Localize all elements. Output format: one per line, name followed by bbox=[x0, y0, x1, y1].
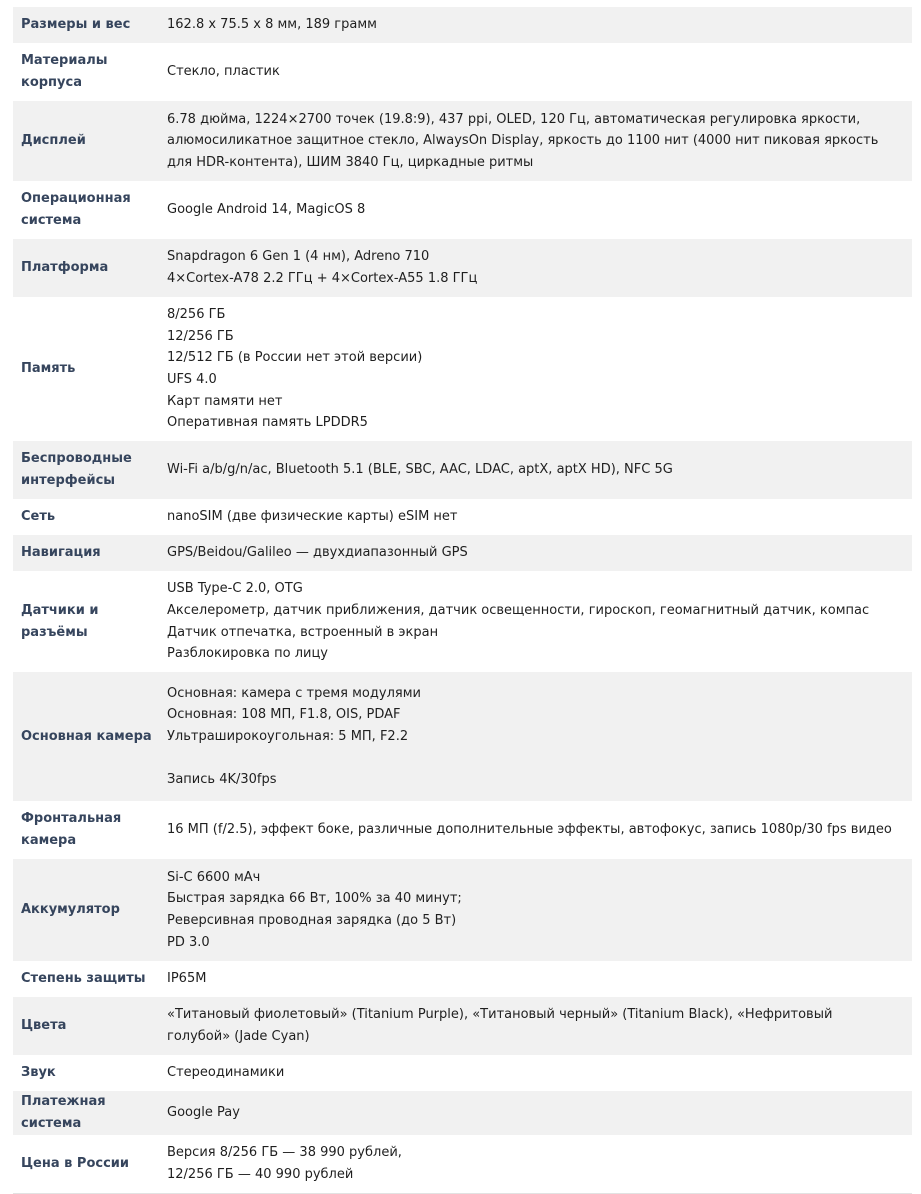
spec-value bbox=[160, 1135, 912, 1193]
spec-value bbox=[160, 1091, 912, 1135]
spec-value bbox=[160, 1055, 912, 1091]
spec-label: Беспроводные интерфейсы bbox=[13, 441, 160, 499]
spec-table bbox=[13, 7, 912, 1194]
spec-value-line: Si-C 6600 мАч bbox=[167, 869, 261, 885]
spec-value-line: 12/512 ГБ (в России нет этой версии) bbox=[167, 350, 423, 366]
spec-value bbox=[160, 7, 912, 43]
spec-label: Память bbox=[13, 297, 160, 441]
spec-value bbox=[160, 499, 912, 535]
spec-value-line: Датчик отпечатка, встроенный в экран bbox=[167, 624, 439, 640]
spec-value bbox=[160, 535, 912, 571]
spec-row bbox=[13, 181, 912, 239]
spec-row bbox=[13, 672, 912, 801]
spec-row bbox=[13, 101, 912, 181]
spec-value-line: Ультраширокоугольная: 5 МП, F2.2 bbox=[167, 728, 409, 744]
spec-value-line: Google Android 14, MagicOS 8 bbox=[167, 202, 366, 218]
spec-value bbox=[160, 571, 912, 672]
spec-value-line: 162.8 x 75.5 x 8 мм, 189 грамм bbox=[167, 17, 377, 33]
spec-table-body bbox=[13, 7, 912, 1193]
spec-label: Аккумулятор bbox=[13, 859, 160, 961]
spec-row bbox=[13, 801, 912, 859]
spec-value bbox=[160, 672, 912, 801]
spec-value-line: Стекло, пластик bbox=[167, 64, 280, 80]
spec-value bbox=[160, 859, 912, 961]
spec-value-line: nanoSIM (две физические карты) eSIM нет bbox=[167, 509, 458, 525]
spec-value-line: IP65M bbox=[167, 971, 207, 987]
spec-label: Дисплей bbox=[13, 101, 160, 181]
spec-value-line: Акселерометр, датчик приближения, датчик освещенности, гироскоп, геомагнитный датчик, компас bbox=[167, 602, 870, 618]
spec-value-line: Основная: камера с тремя модулями bbox=[167, 685, 421, 701]
spec-value-line: Карт памяти нет bbox=[167, 393, 283, 409]
spec-label: Цвета bbox=[13, 997, 160, 1055]
spec-value-line: Версия 8/256 ГБ — 38 990 рублей, bbox=[167, 1145, 402, 1161]
spec-value-line: Google Pay bbox=[167, 1105, 240, 1121]
spec-value bbox=[160, 297, 912, 441]
spec-row bbox=[13, 571, 912, 672]
spec-value-line: USB Type-C 2.0, OTG bbox=[167, 581, 303, 597]
spec-label: Фронтальная камера bbox=[13, 801, 160, 859]
spec-value bbox=[160, 961, 912, 997]
spec-label: Основная камера bbox=[13, 672, 160, 801]
spec-value bbox=[160, 801, 912, 859]
spec-row bbox=[13, 1091, 912, 1135]
spec-label: Платформа bbox=[13, 239, 160, 297]
spec-label: Материалы корпуса bbox=[13, 43, 160, 101]
spec-value-line: Быстрая зарядка 66 Вт, 100% за 40 минут; bbox=[167, 891, 462, 907]
spec-value-line: 12/256 ГБ bbox=[167, 328, 234, 344]
spec-label: Платежная система bbox=[13, 1091, 160, 1135]
spec-label: Звук bbox=[13, 1055, 160, 1091]
spec-label: Степень защиты bbox=[13, 961, 160, 997]
spec-label: Датчики и разъёмы bbox=[13, 571, 160, 672]
spec-row bbox=[13, 859, 912, 961]
spec-value-line: Реверсивная проводная зарядка (до 5 Вт) bbox=[167, 913, 457, 928]
spec-value bbox=[160, 239, 912, 297]
spec-value-line bbox=[167, 747, 892, 769]
spec-value-line: Запись 4K/30fps bbox=[167, 771, 277, 787]
spec-value-line: «Титановый фиолетовый» (Titanium Purple), «Титановый черный» (Titanium Black), «Нефритовый голубой» (Jade Cyan) bbox=[167, 1007, 833, 1044]
spec-value-line: Snapdragon 6 Gen 1 (4 нм), Adreno 710 bbox=[167, 249, 430, 265]
spec-row bbox=[13, 499, 912, 535]
spec-label: Операционная система bbox=[13, 181, 160, 239]
spec-row bbox=[13, 961, 912, 997]
spec-value-line: GPS/Beidou/Galileo — двухдиапазонный GPS bbox=[167, 545, 468, 561]
spec-value-line: Разблокировка по лицу bbox=[167, 646, 329, 662]
spec-row bbox=[13, 441, 912, 499]
spec-value-line: Оперативная память LPDDR5 bbox=[167, 415, 368, 431]
spec-label: Размеры и вес bbox=[13, 7, 160, 43]
spec-value-line: Основная: 108 МП, F1.8, OIS, PDAF bbox=[167, 707, 401, 723]
spec-row bbox=[13, 7, 912, 43]
spec-label: Навигация bbox=[13, 535, 160, 571]
spec-value-line: PD 3.0 bbox=[167, 934, 210, 950]
spec-value bbox=[160, 181, 912, 239]
spec-row bbox=[13, 1135, 912, 1193]
spec-row bbox=[13, 997, 912, 1055]
spec-value-line: 6.78 дюйма, 1224×2700 точек (19.8:9), 437 ppi, OLED, 120 Гц, автоматическая регулировка яркости, алюмосиликатное защитное стекло, AlwaysOn Display, яркость до 1100 нит (4000 нит пиковая яркость для HDR-контента), ШИМ 3840 Гц, циркадные ритмы bbox=[167, 111, 879, 170]
spec-value-line: 8/256 ГБ bbox=[167, 307, 226, 323]
spec-value-line: 4×Cortex-A78 2.2 ГГц + 4×Cortex-A55 1.8 ГГц bbox=[167, 271, 478, 286]
spec-value bbox=[160, 43, 912, 101]
spec-value-line: Стереодинамики bbox=[167, 1065, 285, 1081]
spec-value bbox=[160, 101, 912, 181]
spec-label: Сеть bbox=[13, 499, 160, 535]
spec-row bbox=[13, 43, 912, 101]
spec-label: Цена в России bbox=[13, 1135, 160, 1193]
spec-row bbox=[13, 239, 912, 297]
spec-value-line: Wi-Fi a/b/g/n/ac, Bluetooth 5.1 (BLE, SBC, AAC, LDAC, aptX, aptX HD), NFC 5G bbox=[167, 462, 673, 478]
spec-value bbox=[160, 997, 912, 1055]
spec-value-line: 12/256 ГБ — 40 990 рублей bbox=[167, 1166, 354, 1182]
spec-row bbox=[13, 1055, 912, 1091]
spec-value bbox=[160, 441, 912, 499]
spec-value-line: 16 МП (f/2.5), эффект боке, различные дополнительные эффекты, автофокус, запись 1080p/30 fps видео bbox=[167, 822, 892, 838]
spec-row bbox=[13, 535, 912, 571]
spec-value-line: UFS 4.0 bbox=[167, 372, 217, 387]
spec-row bbox=[13, 297, 912, 441]
